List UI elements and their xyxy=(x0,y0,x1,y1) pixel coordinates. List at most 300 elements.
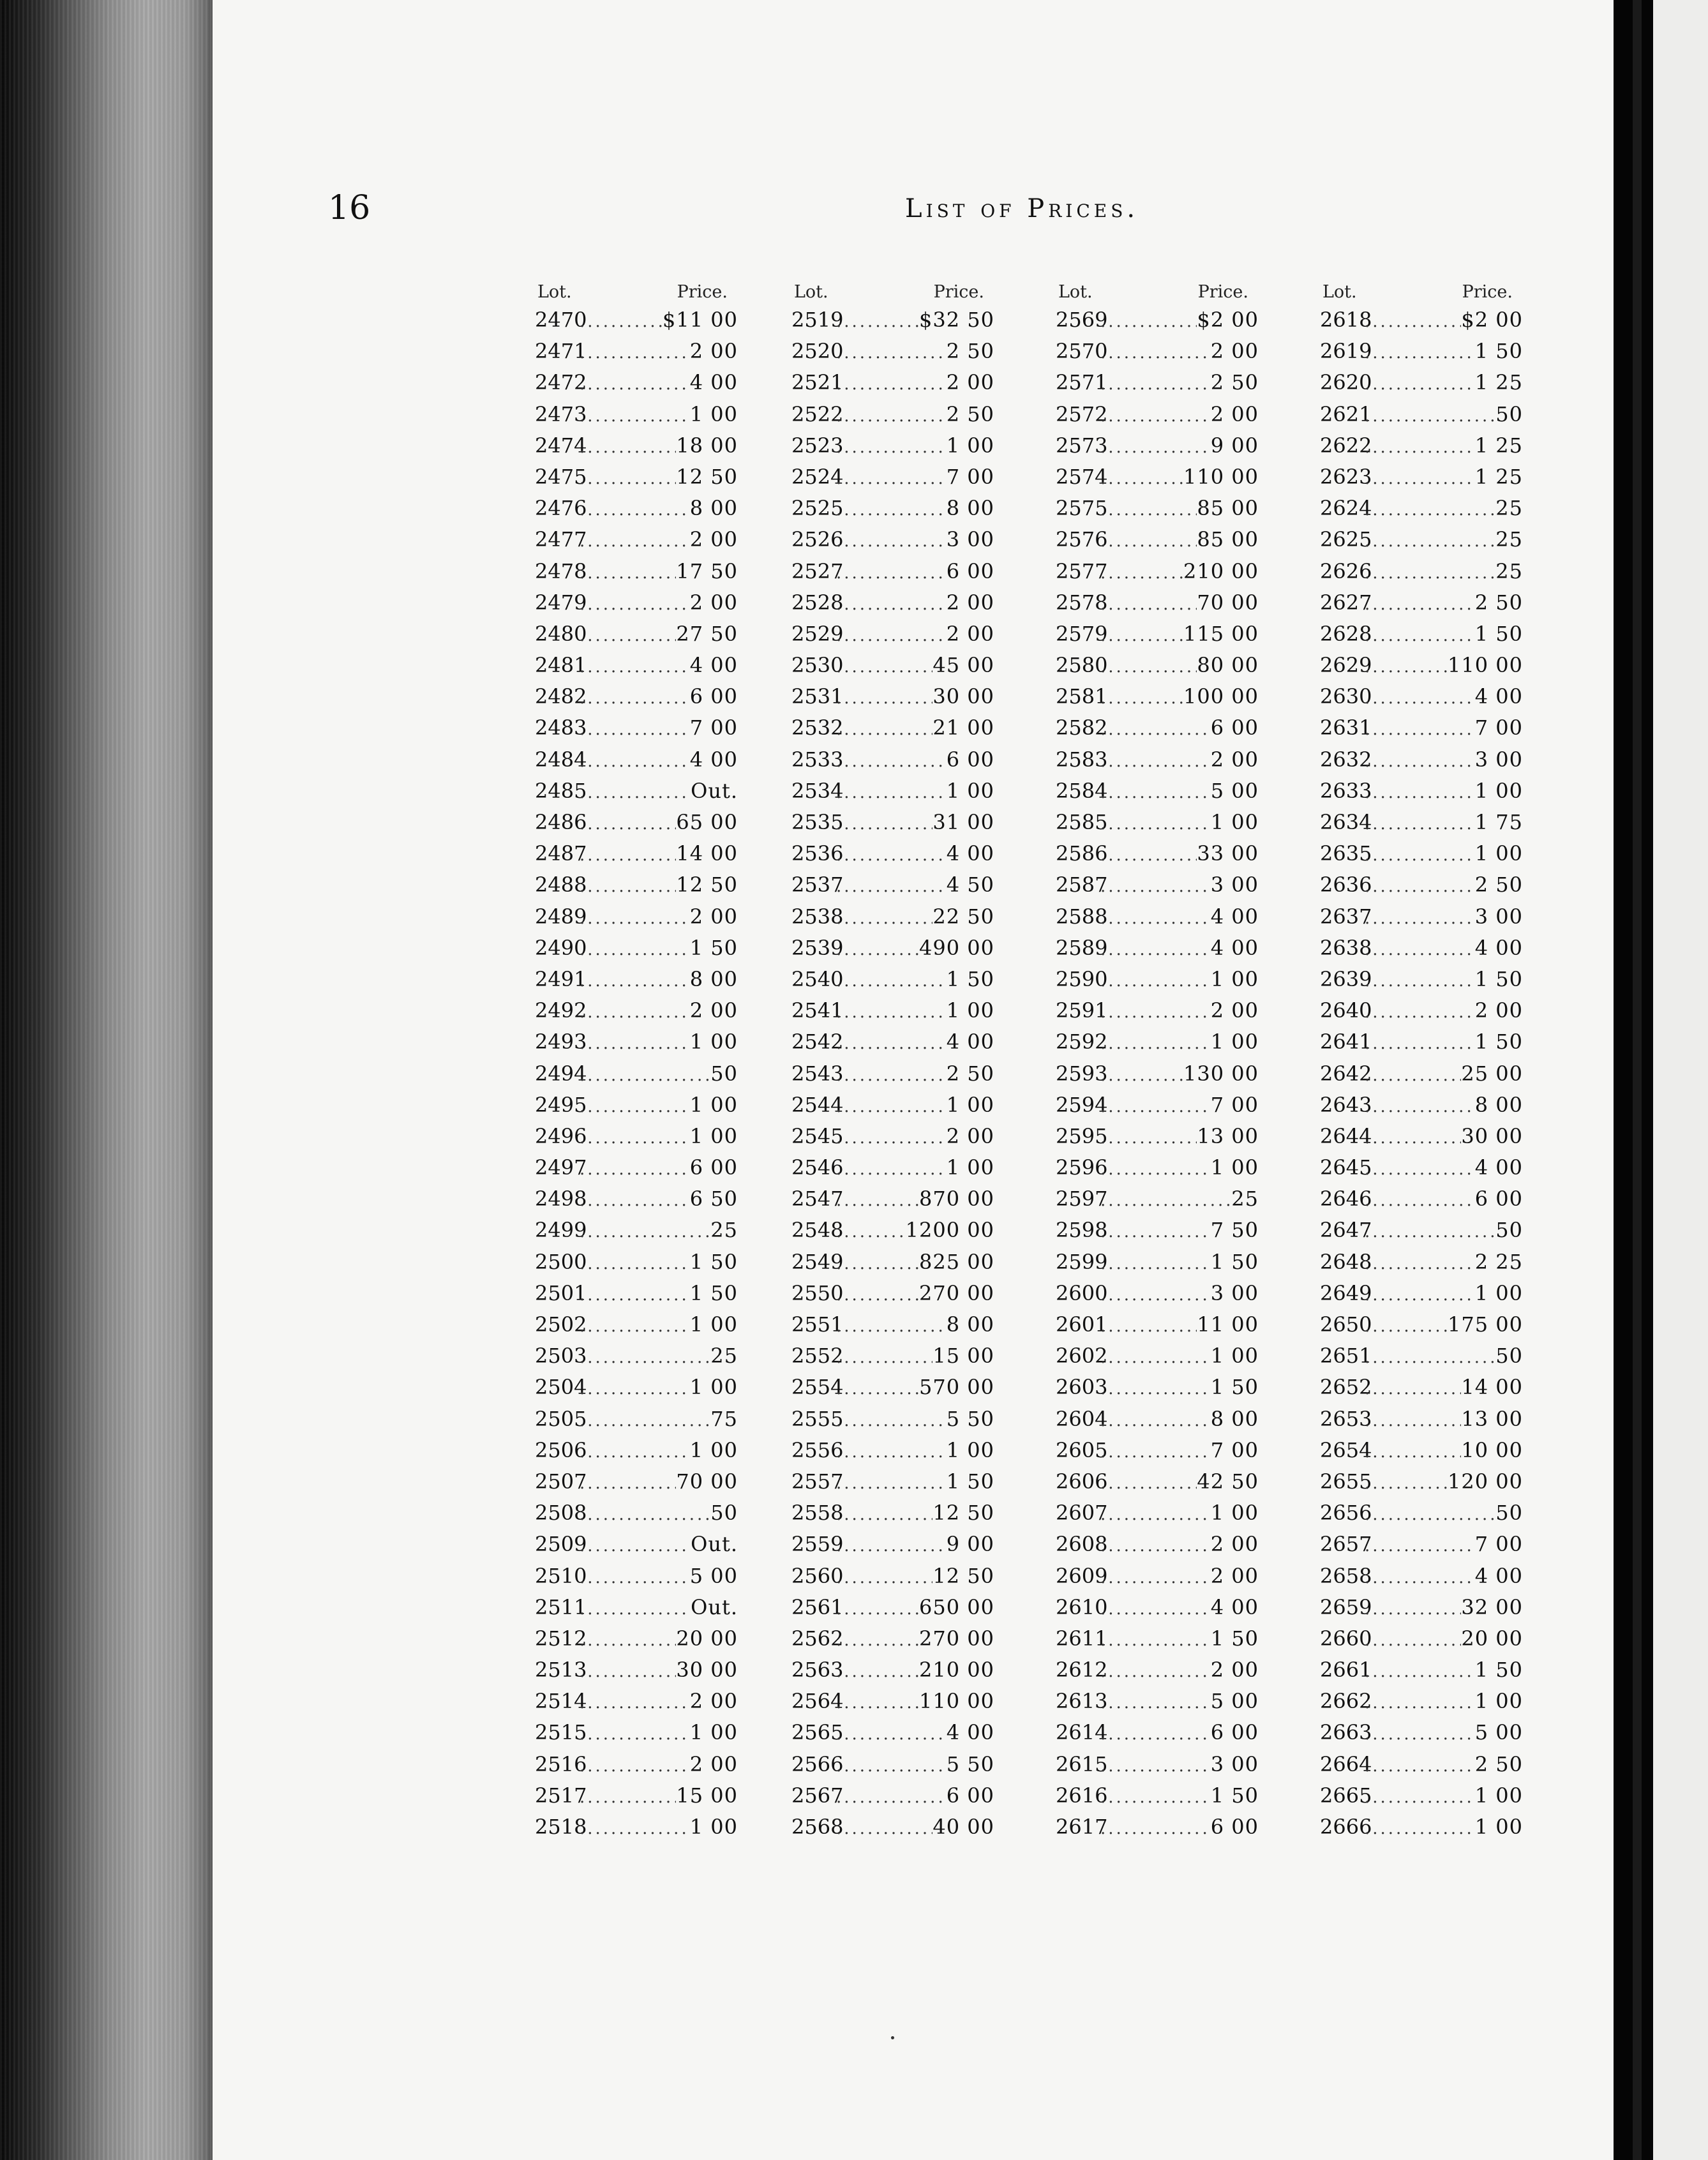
lot-number: 2570 xyxy=(1056,339,1108,364)
dot-leader xyxy=(580,532,690,551)
list-item xyxy=(1320,1626,1523,1658)
list-item xyxy=(535,1124,738,1155)
price-value: 1 00 xyxy=(946,433,994,458)
price-value: 45 00 xyxy=(933,653,994,678)
dot-leader xyxy=(1100,1066,1183,1085)
dot-leader xyxy=(836,1505,933,1524)
price-value: 175 00 xyxy=(1448,1312,1523,1337)
dot-leader xyxy=(1365,595,1475,614)
lot-number: 2521 xyxy=(791,370,844,395)
price-value: 1 00 xyxy=(946,998,994,1023)
price-value: 1 25 xyxy=(1474,464,1523,489)
dot-leader xyxy=(580,1160,690,1179)
lot-number: 2619 xyxy=(1320,339,1372,364)
lot-number: 2494 xyxy=(535,1061,587,1086)
price-value: 2 50 xyxy=(946,339,994,364)
lot-number: 2624 xyxy=(1320,496,1372,521)
list-item xyxy=(791,1030,994,1061)
dot-leader xyxy=(1100,783,1211,802)
lot-number: 2563 xyxy=(791,1658,844,1683)
dot-leader xyxy=(580,1757,690,1776)
dot-leader xyxy=(836,783,947,802)
list-item xyxy=(1320,716,1523,747)
price-value: 50 xyxy=(1495,1218,1523,1243)
list-item xyxy=(791,559,994,590)
dot-leader xyxy=(836,1222,906,1241)
list-item xyxy=(1320,308,1523,339)
dot-leader xyxy=(580,909,690,928)
price-value: 1 00 xyxy=(689,1815,738,1839)
dot-leader xyxy=(1365,1254,1475,1273)
price-value: 1 00 xyxy=(689,401,738,426)
list-item xyxy=(791,590,994,622)
lot-number: 2493 xyxy=(535,1030,587,1054)
list-item xyxy=(791,1438,994,1469)
lot-number: 2514 xyxy=(535,1689,587,1714)
lot-number: 2534 xyxy=(791,778,844,803)
list-item xyxy=(791,465,994,496)
price-value: 7 00 xyxy=(1474,1532,1523,1557)
list-item xyxy=(1056,1187,1259,1218)
price-value: 100 00 xyxy=(1183,684,1259,709)
list-item xyxy=(1320,370,1523,401)
lot-number: 2620 xyxy=(1320,370,1372,395)
list-item xyxy=(535,1469,738,1501)
list-item xyxy=(1056,1093,1259,1124)
dot-leader xyxy=(1100,1819,1211,1838)
dot-leader xyxy=(836,1757,947,1776)
dot-leader xyxy=(836,1348,933,1367)
list-item xyxy=(1320,1344,1523,1375)
price-header: Price. xyxy=(1197,282,1248,302)
lot-number: 2615 xyxy=(1056,1751,1108,1776)
lot-number: 2480 xyxy=(535,621,587,646)
price-value: 2 00 xyxy=(689,339,738,364)
list-item xyxy=(1056,1438,1259,1469)
lot-number: 2512 xyxy=(535,1626,587,1651)
lot-number: 2590 xyxy=(1056,966,1108,991)
price-header: Price. xyxy=(677,282,728,302)
dot-leader xyxy=(1100,940,1211,959)
price-value: 12 50 xyxy=(933,1501,994,1526)
lot-number: 2638 xyxy=(1320,935,1372,960)
dot-leader xyxy=(1100,343,1211,363)
price-value: 7 00 xyxy=(946,464,994,489)
list-item xyxy=(1320,967,1523,998)
price-value: 25 00 xyxy=(1461,1061,1523,1086)
lot-number: 2617 xyxy=(1056,1815,1108,1839)
lot-number: 2552 xyxy=(791,1344,844,1369)
list-item xyxy=(1056,716,1259,747)
lot-number: 2510 xyxy=(535,1563,587,1588)
dot-leader xyxy=(836,689,933,708)
lot-number: 2625 xyxy=(1320,527,1372,552)
dot-leader xyxy=(1365,657,1448,677)
list-item xyxy=(1320,622,1523,653)
lot-number: 2551 xyxy=(791,1312,844,1337)
price-value: 5 50 xyxy=(946,1751,994,1776)
lot-number: 2636 xyxy=(1320,873,1372,897)
price-value: 870 00 xyxy=(919,1187,994,1211)
price-value: 4 00 xyxy=(1210,935,1259,960)
dot-leader xyxy=(580,595,690,614)
lot-number: 2486 xyxy=(535,810,587,834)
price-value: 1 00 xyxy=(1210,1501,1259,1526)
dot-leader xyxy=(1100,438,1211,457)
list-item xyxy=(535,622,738,653)
lot-number: 2589 xyxy=(1056,935,1108,960)
dot-leader xyxy=(1365,1034,1475,1053)
list-item xyxy=(1056,1564,1259,1595)
lot-number: 2572 xyxy=(1056,401,1108,426)
price-value: 2 00 xyxy=(946,590,994,615)
price-value: 2 00 xyxy=(1474,998,1523,1023)
dot-leader xyxy=(580,1474,676,1493)
gutter-shadow xyxy=(1633,0,1642,2160)
lot-number: 2562 xyxy=(791,1626,844,1651)
price-value: 65 00 xyxy=(676,810,738,834)
price-value: 1 50 xyxy=(1474,621,1523,646)
lot-number: 2557 xyxy=(791,1469,844,1494)
lot-number: 2522 xyxy=(791,401,844,426)
dot-leader xyxy=(836,1034,947,1053)
dot-leader xyxy=(836,909,933,928)
dot-leader xyxy=(836,1819,933,1838)
lot-number: 2577 xyxy=(1056,559,1108,583)
dot-leader xyxy=(836,1317,947,1336)
dot-leader xyxy=(1100,1097,1211,1116)
dot-leader xyxy=(1365,564,1495,583)
lot-number: 2479 xyxy=(535,590,587,615)
lot-number: 2546 xyxy=(791,1155,844,1180)
dot-leader xyxy=(1365,971,1475,991)
price-value: 40 00 xyxy=(933,1815,994,1839)
book-spine-edge xyxy=(0,0,217,2160)
list-item xyxy=(1056,1218,1259,1249)
dot-leader xyxy=(836,343,947,363)
list-item xyxy=(791,1312,994,1344)
list-item xyxy=(1056,779,1259,810)
list-item xyxy=(535,339,738,370)
lot-number: 2478 xyxy=(535,559,587,583)
lot-number: 2643 xyxy=(1320,1092,1372,1117)
list-item xyxy=(535,1281,738,1312)
list-item xyxy=(535,1155,738,1187)
dot-leader xyxy=(580,1066,710,1085)
price-value: 9 00 xyxy=(1210,433,1259,458)
price-value: 4 00 xyxy=(946,841,994,866)
list-item xyxy=(1056,1501,1259,1532)
dot-leader xyxy=(836,500,947,520)
price-value: 650 00 xyxy=(919,1594,994,1619)
price-value: 1 50 xyxy=(1210,1249,1259,1274)
price-value: 2 00 xyxy=(689,904,738,929)
dot-leader xyxy=(1365,1191,1475,1210)
list-item xyxy=(535,527,738,559)
price-value: 8 00 xyxy=(946,496,994,521)
list-item xyxy=(535,1218,738,1249)
list-item xyxy=(1320,1815,1523,1846)
dot-leader xyxy=(1100,971,1211,991)
price-value: 1 50 xyxy=(689,1249,738,1274)
list-item xyxy=(535,841,738,873)
list-item xyxy=(1320,1532,1523,1563)
list-item xyxy=(535,1626,738,1658)
dot-leader xyxy=(580,1788,676,1807)
dot-leader xyxy=(1365,1286,1475,1305)
list-item xyxy=(1320,1752,1523,1783)
facing-page-sliver xyxy=(1653,0,1708,2160)
price-value: 50 xyxy=(710,1501,738,1526)
price-value: 3 00 xyxy=(1210,873,1259,897)
list-item xyxy=(535,1375,738,1406)
lot-number: 2496 xyxy=(535,1123,587,1148)
dot-leader xyxy=(580,564,676,583)
price-value: 3 00 xyxy=(1210,1751,1259,1776)
price-value: 2 50 xyxy=(1474,1751,1523,1776)
list-item xyxy=(535,1815,738,1846)
list-item xyxy=(1056,1689,1259,1720)
price-value: 9 00 xyxy=(946,1532,994,1557)
dot-leader xyxy=(836,657,933,677)
lot-number: 2603 xyxy=(1056,1375,1108,1400)
price-value: 32 00 xyxy=(1461,1594,1523,1619)
entry-list xyxy=(1056,308,1259,1846)
price-value: 1 00 xyxy=(946,1092,994,1117)
lot-number: 2488 xyxy=(535,873,587,897)
lot-number: 2471 xyxy=(535,339,587,364)
lot-number: 2508 xyxy=(535,1501,587,1526)
price-value: 2 50 xyxy=(1474,590,1523,615)
price-value: 1 00 xyxy=(689,1030,738,1054)
lot-number: 2485 xyxy=(535,778,587,803)
price-value: 4 50 xyxy=(946,873,994,897)
dot-leader xyxy=(580,1348,710,1367)
list-item xyxy=(791,1469,994,1501)
list-item xyxy=(1056,496,1259,527)
price-value: 25 xyxy=(1231,1187,1259,1211)
list-item xyxy=(1320,1281,1523,1312)
dot-leader xyxy=(1100,1788,1211,1807)
list-item xyxy=(1320,684,1523,716)
dot-leader xyxy=(580,1191,690,1210)
price-value: 1 00 xyxy=(689,1720,738,1745)
list-item xyxy=(535,1030,738,1061)
list-item xyxy=(1056,1532,1259,1563)
list-item xyxy=(1056,1658,1259,1689)
dot-leader xyxy=(1365,626,1475,645)
lot-number: 2515 xyxy=(535,1720,587,1745)
price-value: 270 00 xyxy=(919,1280,994,1305)
lot-number: 2651 xyxy=(1320,1344,1372,1369)
list-item xyxy=(1056,747,1259,779)
price-value: 3 00 xyxy=(946,527,994,552)
lot-number: 2588 xyxy=(1056,904,1108,929)
price-value: 2 00 xyxy=(946,1123,994,1148)
dot-leader xyxy=(1365,1066,1461,1085)
price-value: 1 00 xyxy=(946,1155,994,1180)
price-value: 2 00 xyxy=(689,527,738,552)
dot-leader xyxy=(1365,1725,1475,1744)
list-item xyxy=(1320,810,1523,841)
lot-number: 2483 xyxy=(535,716,587,740)
price-value: $32 50 xyxy=(919,308,994,332)
lot-number: 2583 xyxy=(1056,747,1108,772)
list-item xyxy=(1056,590,1259,622)
dot-leader xyxy=(580,783,691,802)
lot-number: 2661 xyxy=(1320,1658,1372,1683)
dot-leader xyxy=(580,1443,690,1462)
lot-number: 2609 xyxy=(1056,1563,1108,1588)
price-value: 1 00 xyxy=(1210,1030,1259,1054)
lot-number: 2544 xyxy=(791,1092,844,1117)
lot-number: 2533 xyxy=(791,747,844,772)
lot-number: 2498 xyxy=(535,1187,587,1211)
lot-number: 2531 xyxy=(791,684,844,709)
list-item xyxy=(1320,1658,1523,1689)
price-value: 42 50 xyxy=(1197,1469,1259,1494)
lot-number: 2504 xyxy=(535,1375,587,1400)
price-value: 6 00 xyxy=(1210,1720,1259,1745)
dot-leader xyxy=(1365,1631,1461,1650)
price-value: 1 00 xyxy=(946,1437,994,1462)
lot-number: 2608 xyxy=(1056,1532,1108,1557)
lot-number: 2640 xyxy=(1320,998,1372,1023)
lot-number: 2653 xyxy=(1320,1406,1372,1431)
price-value: 8 00 xyxy=(946,1312,994,1337)
list-item xyxy=(535,684,738,716)
list-item xyxy=(1320,1689,1523,1720)
dot-leader xyxy=(1100,1129,1197,1148)
lot-number: 2477 xyxy=(535,527,587,552)
dot-leader xyxy=(1365,752,1475,771)
list-item xyxy=(791,1344,994,1375)
dot-leader xyxy=(1365,877,1475,896)
dot-leader xyxy=(1365,1379,1461,1399)
list-item xyxy=(791,967,994,998)
price-value: 570 00 xyxy=(919,1375,994,1400)
list-item xyxy=(791,716,994,747)
price-value: 1 50 xyxy=(1474,966,1523,991)
lot-number: 2505 xyxy=(535,1406,587,1431)
price-value: 1 00 xyxy=(1474,1783,1523,1808)
dot-leader xyxy=(1365,500,1495,520)
dot-leader xyxy=(1365,909,1475,928)
list-item xyxy=(791,433,994,465)
list-item xyxy=(1320,1783,1523,1815)
lot-number: 2517 xyxy=(535,1783,587,1808)
lot-number: 2622 xyxy=(1320,433,1372,458)
lot-number: 2509 xyxy=(535,1532,587,1557)
list-item xyxy=(535,810,738,841)
dot-leader xyxy=(836,1066,947,1085)
list-item xyxy=(535,779,738,810)
dot-leader xyxy=(580,846,676,865)
lot-number: 2497 xyxy=(535,1155,587,1180)
lot-number: 2535 xyxy=(791,810,844,834)
price-value: 4 00 xyxy=(1210,904,1259,929)
lot-header: Lot. xyxy=(1322,282,1357,302)
price-value: 1 50 xyxy=(1474,1030,1523,1054)
dot-leader xyxy=(836,469,947,488)
lot-number: 2555 xyxy=(791,1406,844,1431)
dot-leader xyxy=(836,814,933,834)
lot-number: 2666 xyxy=(1320,1815,1372,1839)
list-item xyxy=(1056,998,1259,1030)
lot-number: 2576 xyxy=(1056,527,1108,552)
price-value: 1 00 xyxy=(1474,1689,1523,1714)
price-value: 5 50 xyxy=(946,1406,994,1431)
lot-number: 2657 xyxy=(1320,1532,1372,1557)
lot-number: 2659 xyxy=(1320,1594,1372,1619)
price-value: 210 00 xyxy=(919,1658,994,1683)
lot-number: 2511 xyxy=(535,1594,587,1619)
list-item xyxy=(791,1595,994,1626)
lot-number: 2644 xyxy=(1320,1123,1372,1148)
list-item xyxy=(791,904,994,936)
price-value: 4 00 xyxy=(1210,1594,1259,1619)
price-value: 7 00 xyxy=(689,716,738,740)
lot-header: Lot. xyxy=(537,282,572,302)
lot-number: 2549 xyxy=(791,1249,844,1274)
price-value: 7 00 xyxy=(1474,716,1523,740)
price-value: 12 50 xyxy=(676,464,738,489)
price-value: 110 00 xyxy=(1183,464,1259,489)
lot-number: 2474 xyxy=(535,433,587,458)
list-item xyxy=(1056,339,1259,370)
price-value: 8 00 xyxy=(689,966,738,991)
price-value: 25 xyxy=(710,1218,738,1243)
dot-leader xyxy=(580,500,690,520)
dot-leader xyxy=(1365,1600,1461,1619)
price-value: 1 50 xyxy=(1210,1783,1259,1808)
dot-leader xyxy=(1365,1662,1475,1681)
list-item xyxy=(1320,904,1523,936)
price-value: $2 00 xyxy=(1197,308,1259,332)
lot-number: 2597 xyxy=(1056,1187,1108,1211)
dot-leader xyxy=(1100,1443,1211,1462)
lot-number: 2487 xyxy=(535,841,587,866)
lot-number: 2540 xyxy=(791,966,844,991)
lot-number: 2518 xyxy=(535,1815,587,1839)
price-column-3 xyxy=(1056,280,1259,1846)
lot-number: 2607 xyxy=(1056,1501,1108,1526)
dot-leader xyxy=(836,1536,947,1556)
list-item xyxy=(791,1250,994,1281)
lot-number: 2524 xyxy=(791,464,844,489)
price-value: 2 00 xyxy=(689,1689,738,1714)
dot-leader xyxy=(836,312,919,331)
lot-number: 2573 xyxy=(1056,433,1108,458)
price-header: Price. xyxy=(933,282,984,302)
list-item xyxy=(1320,779,1523,810)
lot-header: Lot. xyxy=(794,282,828,302)
dot-leader xyxy=(836,626,947,645)
lot-number: 2482 xyxy=(535,684,587,709)
price-value: 4 00 xyxy=(689,370,738,395)
lot-number: 2548 xyxy=(791,1218,844,1243)
list-item xyxy=(1056,653,1259,684)
price-value: 20 00 xyxy=(676,1626,738,1651)
list-item xyxy=(791,1815,994,1846)
list-item xyxy=(791,1093,994,1124)
price-value: 75 xyxy=(710,1406,738,1431)
dot-leader xyxy=(1365,343,1475,363)
price-value: 5 00 xyxy=(1210,1689,1259,1714)
list-item xyxy=(791,810,994,841)
lot-number: 2591 xyxy=(1056,998,1108,1023)
list-item xyxy=(791,1187,994,1218)
